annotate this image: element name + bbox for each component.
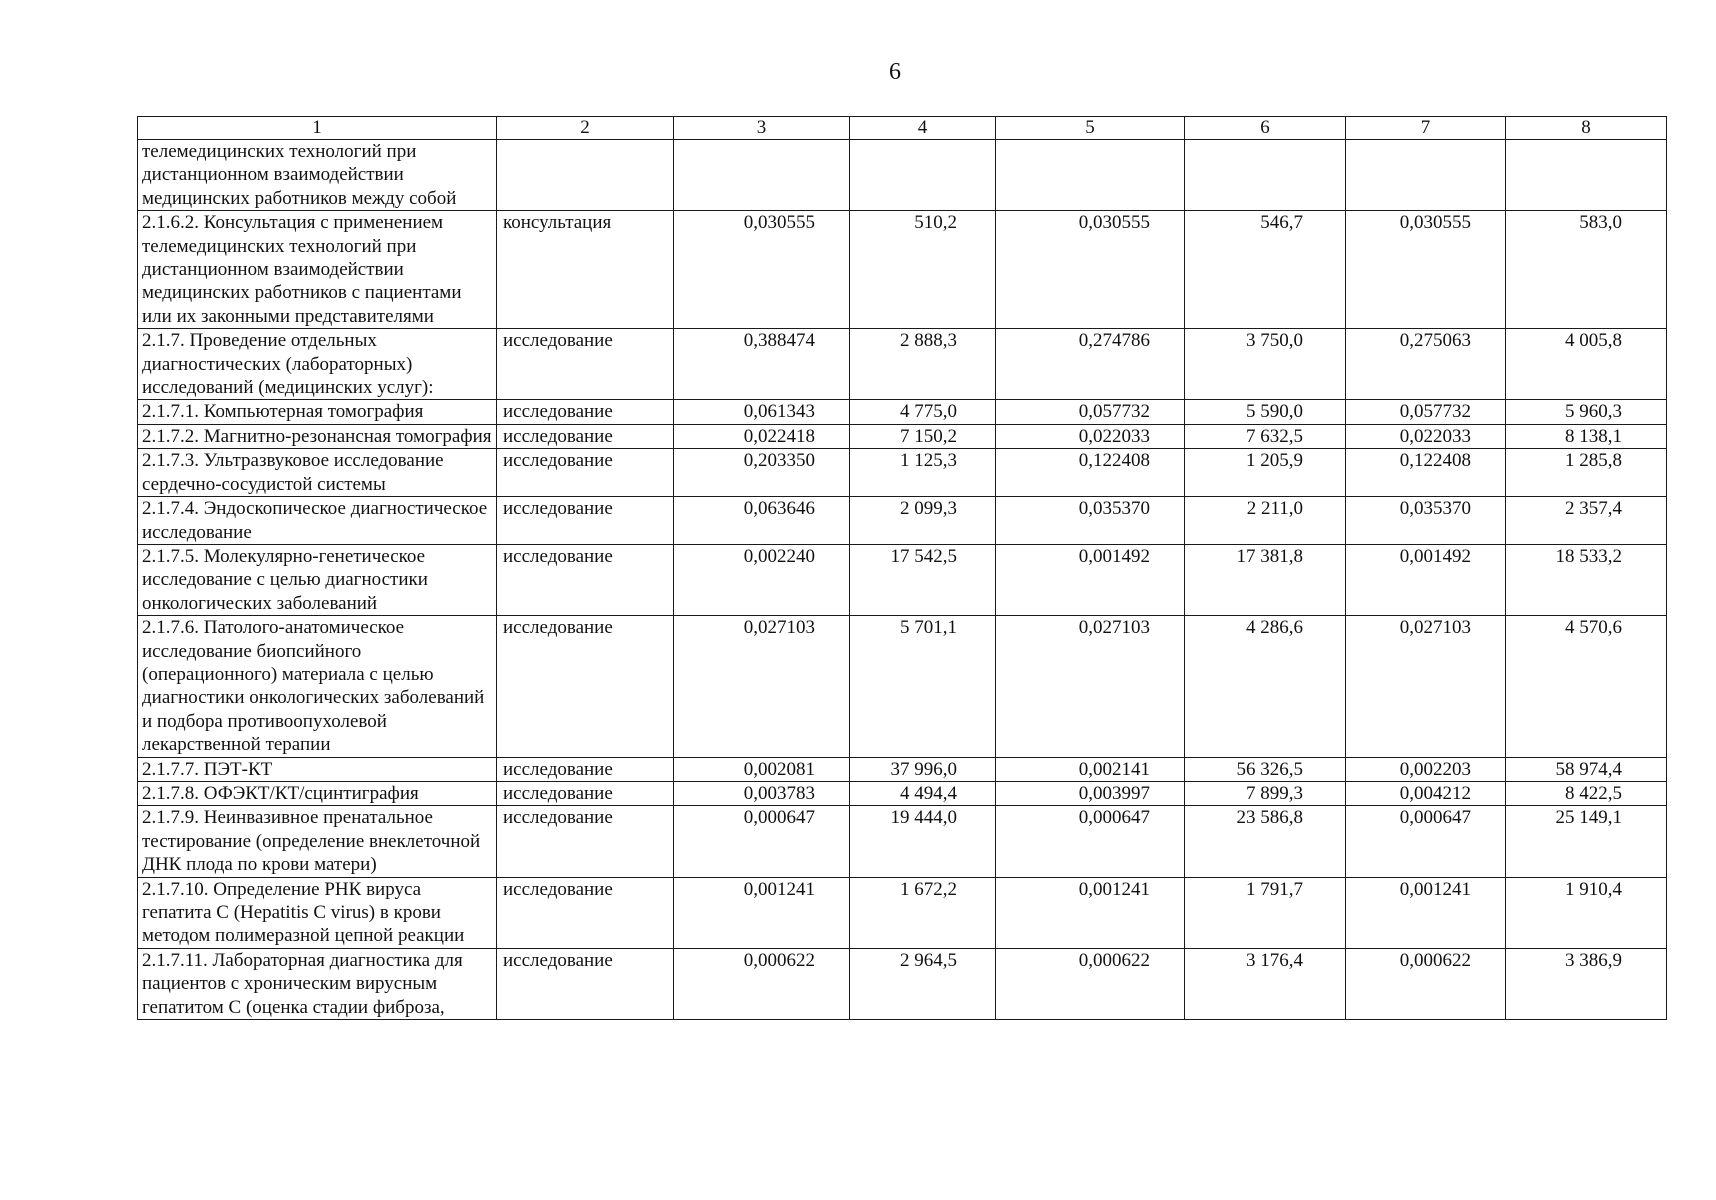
cost-cell: 583,0 — [1506, 211, 1667, 329]
volume-cell: 0,388474 — [674, 329, 850, 400]
table-row — [138, 806, 1667, 877]
volume-cell — [674, 140, 850, 211]
unit-cell: исследование — [497, 544, 674, 615]
column-header: 8 — [1506, 117, 1667, 140]
table-row — [138, 757, 1667, 781]
volume-cell: 0,063646 — [674, 497, 850, 545]
volume-cell: 0,030555 — [1346, 211, 1506, 329]
column-header: 4 — [850, 117, 996, 140]
service-name-cell: 2.1.7.5. Молекулярно-генетическое исследование с целью диагностики онкологических заболеваний — [138, 544, 497, 615]
unit-cell: исследование — [497, 329, 674, 400]
cost-cell: 546,7 — [1185, 211, 1346, 329]
service-name-cell: 2.1.7.9. Неинвазивное пренатальное тестирование (определение внеклеточной ДНК плода по крови матери) — [138, 806, 497, 877]
column-header: 5 — [996, 117, 1185, 140]
cost-cell: 37 996,0 — [850, 757, 996, 781]
volume-cell: 0,003997 — [996, 781, 1185, 805]
service-name-cell: телемедицинских технологий при дистанционном взаимодействии медицинских работников между собой — [138, 140, 497, 211]
table-row — [138, 400, 1667, 424]
service-name-cell: 2.1.7.6. Патолого-анатомическое исследование биопсийного (операционного) материала с целью диагностики онкологических заболеваний и подбора противоопухолевой лекарственной терапии — [138, 616, 497, 757]
cost-cell — [850, 140, 996, 211]
cost-cell: 3 750,0 — [1185, 329, 1346, 400]
cost-cell: 7 899,3 — [1185, 781, 1346, 805]
volume-cell: 0,000647 — [674, 806, 850, 877]
service-name-cell: 2.1.7.10. Определение РНК вируса гепатита С (Hepatitis C virus) в крови методом полимеразной цепной реакции — [138, 877, 497, 948]
volume-cell — [1346, 140, 1506, 211]
volume-cell: 0,002081 — [674, 757, 850, 781]
table-row — [138, 140, 1667, 211]
table-header-row — [138, 117, 1667, 140]
cost-cell: 17 542,5 — [850, 544, 996, 615]
cost-cell: 5 590,0 — [1185, 400, 1346, 424]
cost-cell: 17 381,8 — [1185, 544, 1346, 615]
table-row — [138, 449, 1667, 497]
column-header: 1 — [138, 117, 497, 140]
cost-cell: 19 444,0 — [850, 806, 996, 877]
cost-cell: 1 791,7 — [1185, 877, 1346, 948]
service-name-cell: 2.1.7.1. Компьютерная томография — [138, 400, 497, 424]
cost-cell: 510,2 — [850, 211, 996, 329]
cost-cell: 2 964,5 — [850, 948, 996, 1019]
volume-cell: 0,022418 — [674, 424, 850, 448]
volume-cell: 0,035370 — [1346, 497, 1506, 545]
volume-cell: 0,002141 — [996, 757, 1185, 781]
cost-cell: 4 775,0 — [850, 400, 996, 424]
unit-cell: исследование — [497, 948, 674, 1019]
service-name-cell: 2.1.7.7. ПЭТ-КТ — [138, 757, 497, 781]
cost-cell: 4 005,8 — [1506, 329, 1667, 400]
volume-cell: 0,001492 — [1346, 544, 1506, 615]
unit-cell: исследование — [497, 781, 674, 805]
cost-cell: 18 533,2 — [1506, 544, 1667, 615]
service-name-cell: 2.1.7. Проведение отдельных диагностических (лабораторных) исследований (медицинских услуг): — [138, 329, 497, 400]
cost-cell: 1 672,2 — [850, 877, 996, 948]
table-row — [138, 877, 1667, 948]
volume-cell: 0,122408 — [1346, 449, 1506, 497]
volume-cell: 0,000622 — [674, 948, 850, 1019]
cost-cell: 1 125,3 — [850, 449, 996, 497]
volume-cell: 0,061343 — [674, 400, 850, 424]
cost-cell: 3 386,9 — [1506, 948, 1667, 1019]
service-name-cell: 2.1.7.8. ОФЭКТ/КТ/сцинтиграфия — [138, 781, 497, 805]
volume-cell: 0,057732 — [996, 400, 1185, 424]
table-row — [138, 497, 1667, 545]
cost-cell: 7 150,2 — [850, 424, 996, 448]
table-row — [138, 781, 1667, 805]
cost-cell — [1506, 140, 1667, 211]
cost-cell: 7 632,5 — [1185, 424, 1346, 448]
service-name-cell: 2.1.7.2. Магнитно-резонансная томография — [138, 424, 497, 448]
cost-cell: 2 888,3 — [850, 329, 996, 400]
volume-cell: 0,030555 — [674, 211, 850, 329]
unit-cell: консультация — [497, 211, 674, 329]
cost-cell: 8 422,5 — [1506, 781, 1667, 805]
volume-cell: 0,000622 — [996, 948, 1185, 1019]
unit-cell: исследование — [497, 616, 674, 757]
unit-cell: исследование — [497, 449, 674, 497]
volume-cell: 0,022033 — [1346, 424, 1506, 448]
cost-cell: 2 357,4 — [1506, 497, 1667, 545]
volume-cell: 0,002240 — [674, 544, 850, 615]
volume-cell: 0,001241 — [1346, 877, 1506, 948]
volume-cell: 0,203350 — [674, 449, 850, 497]
volume-cell: 0,122408 — [996, 449, 1185, 497]
unit-cell: исследование — [497, 877, 674, 948]
column-header: 3 — [674, 117, 850, 140]
cost-cell: 25 149,1 — [1506, 806, 1667, 877]
column-header: 2 — [497, 117, 674, 140]
table-row — [138, 211, 1667, 329]
column-header: 6 — [1185, 117, 1346, 140]
volume-cell: 0,027103 — [996, 616, 1185, 757]
unit-cell: исследование — [497, 806, 674, 877]
volume-cell: 0,027103 — [1346, 616, 1506, 757]
table-row — [138, 544, 1667, 615]
volume-cell: 0,001241 — [996, 877, 1185, 948]
page-number: 6 — [889, 59, 901, 85]
unit-cell — [497, 140, 674, 211]
unit-cell: исследование — [497, 400, 674, 424]
cost-cell: 8 138,1 — [1506, 424, 1667, 448]
volume-cell: 0,004212 — [1346, 781, 1506, 805]
cost-cell: 56 326,5 — [1185, 757, 1346, 781]
volume-cell: 0,027103 — [674, 616, 850, 757]
cost-cell: 5 960,3 — [1506, 400, 1667, 424]
cost-cell: 4 286,6 — [1185, 616, 1346, 757]
cost-cell: 5 701,1 — [850, 616, 996, 757]
unit-cell: исследование — [497, 424, 674, 448]
cost-cell: 1 285,8 — [1506, 449, 1667, 497]
cost-cell: 58 974,4 — [1506, 757, 1667, 781]
cost-cell: 4 570,6 — [1506, 616, 1667, 757]
unit-cell: исследование — [497, 497, 674, 545]
unit-cell: исследование — [497, 757, 674, 781]
volume-cell: 0,000622 — [1346, 948, 1506, 1019]
service-name-cell: 2.1.6.2. Консультация с применением телемедицинских технологий при дистанционном взаимодействии медицинских работников с пациентами или их законными представителями — [138, 211, 497, 329]
volume-cell: 0,001241 — [674, 877, 850, 948]
table-row — [138, 424, 1667, 448]
volume-cell: 0,035370 — [996, 497, 1185, 545]
volume-cell: 0,275063 — [1346, 329, 1506, 400]
volume-cell — [996, 140, 1185, 211]
volume-cell: 0,001492 — [996, 544, 1185, 615]
cost-cell: 2 099,3 — [850, 497, 996, 545]
volume-cell: 0,003783 — [674, 781, 850, 805]
cost-cell: 23 586,8 — [1185, 806, 1346, 877]
volume-cell: 0,000647 — [996, 806, 1185, 877]
volume-cell: 0,274786 — [996, 329, 1185, 400]
column-header: 7 — [1346, 117, 1506, 140]
cost-cell — [1185, 140, 1346, 211]
volume-cell: 0,057732 — [1346, 400, 1506, 424]
volume-cell: 0,022033 — [996, 424, 1185, 448]
cost-cell: 3 176,4 — [1185, 948, 1346, 1019]
service-name-cell: 2.1.7.11. Лабораторная диагностика для пациентов с хроническим вирусным гепатитом С (оценка стадии фиброза, — [138, 948, 497, 1019]
cost-cell: 4 494,4 — [850, 781, 996, 805]
table-row — [138, 329, 1667, 400]
service-name-cell: 2.1.7.3. Ультразвуковое исследование сердечно-сосудистой системы — [138, 449, 497, 497]
cost-cell: 1 205,9 — [1185, 449, 1346, 497]
table-row — [138, 616, 1667, 757]
volume-cell: 0,000647 — [1346, 806, 1506, 877]
volume-cell: 0,002203 — [1346, 757, 1506, 781]
cost-cell: 1 910,4 — [1506, 877, 1667, 948]
table-row — [138, 948, 1667, 1019]
tariff-table — [137, 116, 1667, 1020]
cost-cell: 2 211,0 — [1185, 497, 1346, 545]
volume-cell: 0,030555 — [996, 211, 1185, 329]
service-name-cell: 2.1.7.4. Эндоскопическое диагностическое исследование — [138, 497, 497, 545]
